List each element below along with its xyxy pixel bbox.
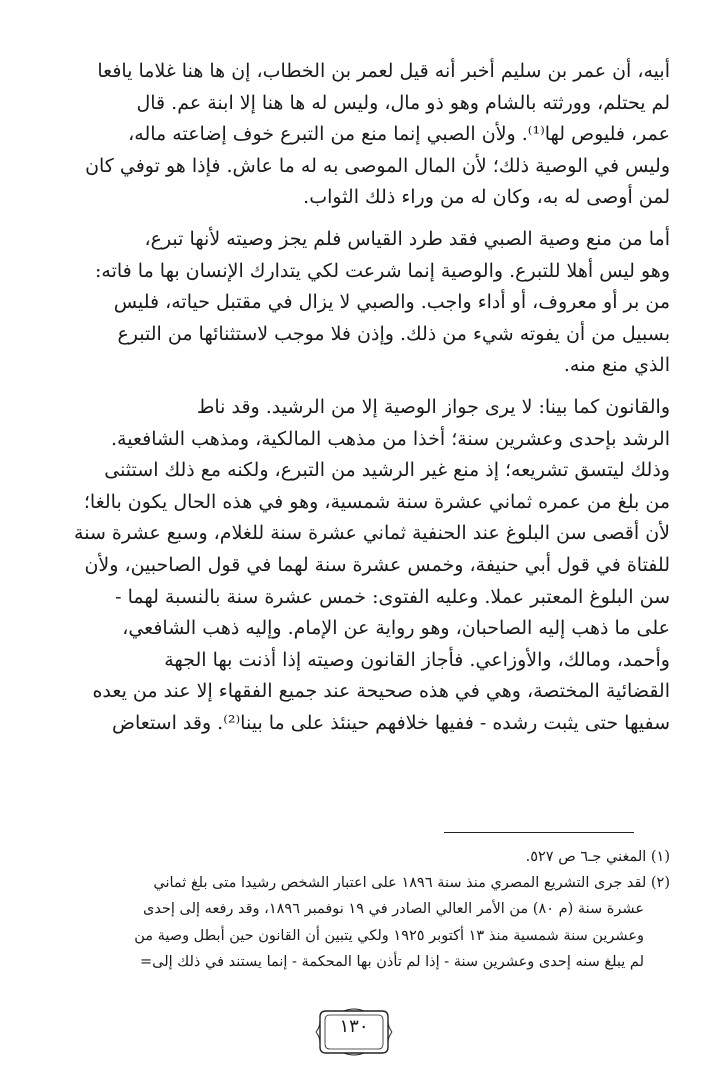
text-line: الذي منع منه. bbox=[563, 354, 670, 377]
footnote-separator bbox=[444, 832, 634, 833]
text-line: القضائية المختصة، وهي في هذه صحيحة عند جميع الفقهاء إلا عند من يعده bbox=[92, 680, 670, 703]
text-line: سن البلوغ المعتبر عملا. وعليه الفتوى: خمس عشرة سنة بالنسبة لهما - bbox=[115, 585, 670, 608]
paragraph-1 bbox=[36, 56, 670, 214]
footnote-line: (١) المغني جـ٦ ص ٥٢٧. bbox=[525, 849, 670, 865]
text-line: والقانون كما بينا: لا يرى جواز الوصية إلا من الرشيد. وقد ناط bbox=[196, 395, 670, 418]
text-line: وذلك ليتسق تشريعه؛ إذ منع غير الرشيد من التبرع، ولكنه مع ذلك استثنى bbox=[104, 459, 670, 482]
text-line: وهو ليس أهلا للتبرع. والوصية إنما شرعت لكي يتدارك الإنسان بها ما فاته: bbox=[95, 259, 670, 282]
text-line: وأحمد، ومالك، والأوزاعي. فأجاز القانون وصيته إذا أذنت بها الجهة bbox=[164, 648, 670, 671]
text-line: بسبيل من أن يفوته شيء من ذلك. وإذن فلا موجب لاستثنائها من التبرع bbox=[117, 322, 670, 345]
footnote-line: عشرة سنة (م ٨٠) من الأمر العالي الصادر في ١٩ نوفمبر ١٨٩٦، وقد رفعه إلى إحدى bbox=[142, 901, 644, 918]
footnote-line: وعشرين سنة شمسية منذ ١٣ أكتوبر ١٩٢٥ ولكي يتبين أن القانون حين أبطل وصية من bbox=[134, 927, 644, 944]
page-number: ١٣٠ bbox=[339, 1016, 369, 1037]
text-line: على ما ذهب إليه الصاحبان، وهو رواية عن الإمام. وإليه ذهب الشافعي، bbox=[122, 617, 670, 640]
text-line: لم يحتلم، وورثته بالشام وهو ذو مال، وليس له ها هنا إلا ابنة عم. قال bbox=[136, 91, 670, 114]
text-line: عمر، فليوص لها⁽¹⁾. ولأن الصبي إنما منع من التبرع خوف إضاعته ماله، bbox=[128, 123, 670, 146]
text-line: وليس في الوصية ذلك؛ لأن المال الموصى به له ما عاش. فإذا هو توفي كان bbox=[85, 154, 670, 177]
text-line: أبيه، أن عمر بن سليم أخبر أنه قيل لعمر بن الخطاب، إن ها هنا غلاما يافعا bbox=[97, 60, 670, 82]
page-number-box bbox=[314, 1007, 394, 1057]
paragraph-2 bbox=[36, 224, 670, 382]
text-line: لأن أقصى سن البلوغ عند الحنفية ثماني عشرة سنة للغلام، وسبع عشرة سنة bbox=[74, 522, 670, 545]
footnote-line: لم يبلغ سنه إحدى وعشرين سنة - إذا لم تأذن بها المحكمة - إنما يستند في ذلك إلى= bbox=[140, 953, 644, 970]
footnotes bbox=[36, 844, 670, 975]
page-body bbox=[36, 56, 670, 739]
text-line: لمن أوصى له به، وكان له من وراء ذلك الثواب. bbox=[303, 186, 670, 209]
paragraph-3 bbox=[36, 392, 670, 740]
footnote-line: (٢) لقد جرى التشريع المصري منذ سنة ١٨٩٦ على اعتبار الشخص رشيدا متى بلغ ثماني bbox=[153, 875, 670, 892]
text-line: الرشد بإحدى وعشرين سنة؛ أخذا من مذهب المالكية، ومذهب الشافعية. bbox=[111, 427, 670, 450]
text-line: من بلغ من عمره ثماني عشرة سنة شمسية، وهو في هذه الحال يكون بالغا؛ bbox=[83, 490, 670, 513]
footnote-1 bbox=[36, 844, 670, 870]
footnote-2 bbox=[36, 870, 670, 975]
text-line: أما من منع وصية الصبي فقد طرد القياس فلم يجز وصيته لأنها تبرع، bbox=[144, 227, 670, 250]
text-line: سفيها حتى يثبت رشده - ففيها خلافهم حينئذ على ما بينا⁽²⁾. وقد استعاض bbox=[112, 711, 670, 734]
text-line: للفتاة في قول أبي حنيفة، وخمس عشرة سنة لهما في قول الصاحبين، ولأن bbox=[84, 553, 670, 576]
text-line: من بر أو معروف، أو أداء واجب. والصبي لا يزال في مقتبل حياته، فليس bbox=[113, 291, 670, 314]
